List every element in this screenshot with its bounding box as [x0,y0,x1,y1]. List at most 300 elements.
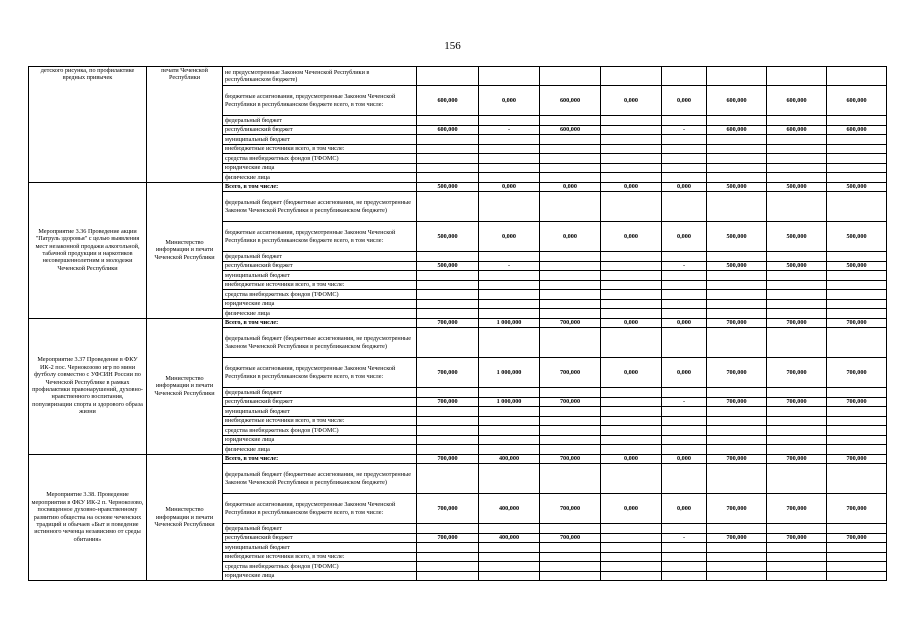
amount-cell [417,524,479,534]
amount-cell [662,435,707,445]
amount-cell: - [662,397,707,407]
amount-cell: 0,000 [662,182,707,192]
amount-cell [707,252,767,262]
amount-cell [417,464,479,494]
amount-cell [479,144,540,154]
amount-cell [601,154,662,164]
amount-cell: 500,000 [417,261,479,271]
amount-cell: 700,000 [767,318,827,328]
amount-cell [601,328,662,358]
amount-cell [479,407,540,417]
amount-cell [707,524,767,534]
amount-cell [707,173,767,183]
amount-cell: 700,000 [827,494,887,524]
amount-cell: 700,000 [417,494,479,524]
amount-cell [827,309,887,319]
funding-source-cell: не предусмотренные Законом Чеченской Республики в республиканском бюджете) [223,67,417,86]
amount-cell [479,309,540,319]
amount-cell [827,524,887,534]
event-cell: Мероприятие 3.37 Проведение в ФКУ ИК-2 пос. Чернокозово игр по мини футболу совместно с УФСИН России по Чеченской Республике в рамках профилактики правонарушений, духовно-нравственного воспитания, популяризации спорта и здорового образа жизни [29,318,147,454]
amount-cell: 1 000,000 [479,358,540,388]
amount-cell [707,445,767,455]
amount-cell: 600,000 [540,86,601,116]
funding-source-cell: физические лица [223,173,417,183]
amount-cell [417,252,479,262]
amount-cell: 500,000 [707,222,767,252]
amount-cell [417,543,479,553]
amount-cell [601,435,662,445]
amount-cell [767,435,827,445]
amount-cell [417,163,479,173]
funding-source-cell: средства внебюджетных фондов (ТФОМС) [223,426,417,436]
amount-cell [540,464,601,494]
amount-cell [767,290,827,300]
funding-source-cell: республиканский бюджет [223,261,417,271]
amount-cell [827,416,887,426]
funding-source-cell: средства внебюджетных фондов (ТФОМС) [223,154,417,164]
amount-cell [827,426,887,436]
amount-cell [707,192,767,222]
amount-cell [827,290,887,300]
amount-cell [707,271,767,281]
amount-cell [479,116,540,126]
funding-source-cell: федеральный бюджет (бюджетные ассигнования, не предусмотренные Законом Чеченской Республики в республиканском бюджете) [223,192,417,222]
amount-cell [767,173,827,183]
funding-source-cell: юридические лица [223,163,417,173]
funding-source-cell: федеральный бюджет (бюджетные ассигнования, не предусмотренные Законом Чеченской Республики в республиканском бюджете) [223,328,417,358]
amount-cell [601,571,662,581]
amount-cell: 700,000 [540,397,601,407]
amount-cell [767,445,827,455]
amount-cell [601,261,662,271]
amount-cell [827,67,887,86]
amount-cell [662,416,707,426]
amount-cell [417,144,479,154]
amount-cell: 700,000 [540,318,601,328]
amount-cell [767,271,827,281]
amount-cell [417,280,479,290]
amount-cell [601,116,662,126]
amount-cell [767,280,827,290]
amount-cell [601,280,662,290]
amount-cell [601,135,662,145]
amount-cell [540,309,601,319]
amount-cell: 600,000 [767,86,827,116]
amount-cell: 600,000 [707,125,767,135]
budget-table-body [29,67,887,581]
amount-cell: 600,000 [827,86,887,116]
amount-cell: 0,000 [662,86,707,116]
amount-cell [707,435,767,445]
amount-cell [417,67,479,86]
amount-cell [417,290,479,300]
amount-cell: 500,000 [767,261,827,271]
amount-cell [601,397,662,407]
amount-cell [417,192,479,222]
amount-cell [601,67,662,86]
amount-cell [540,163,601,173]
amount-cell [540,562,601,572]
funding-source-cell: внебюджетные источники всего, в том числе: [223,280,417,290]
amount-cell [662,135,707,145]
amount-cell: 0,000 [601,494,662,524]
funding-source-cell: бюджетные ассигнования, предусмотренные Законом Чеченской Республики в республиканском бюджете всего, в том числе: [223,358,417,388]
amount-cell [601,533,662,543]
amount-cell [540,116,601,126]
amount-cell [662,252,707,262]
amount-cell [707,426,767,436]
amount-cell: - [479,125,540,135]
amount-cell [417,271,479,281]
amount-cell: 0,000 [662,318,707,328]
amount-cell [479,173,540,183]
amount-cell [707,116,767,126]
funding-source-cell: средства внебюджетных фондов (ТФОМС) [223,290,417,300]
event-cell: Мероприятие 3.36 Проведение акции "Патруль здоровья" с целью выявления мест незаконной продажи алкогольной, табачной продукции и наркотиков несовершеннолетним и молодежи Чеченской Республики [29,182,147,318]
table-row [29,318,887,328]
amount-cell: 700,000 [707,358,767,388]
funding-source-cell: республиканский бюджет [223,125,417,135]
amount-cell [540,552,601,562]
executor-cell: Министерство информации и печати Чеченской Республики [147,454,223,581]
amount-cell: 0,000 [601,358,662,388]
amount-cell: 700,000 [767,494,827,524]
amount-cell: 500,000 [707,261,767,271]
amount-cell [479,435,540,445]
amount-cell: 1 000,000 [479,397,540,407]
funding-source-cell: Всего, в том числе: [223,182,417,192]
amount-cell [417,116,479,126]
amount-cell [767,67,827,86]
executor-cell: Министерство информации и печати Чеченской Республики [147,182,223,318]
amount-cell [417,154,479,164]
amount-cell [479,388,540,398]
amount-cell [417,407,479,417]
funding-source-cell: муниципальный бюджет [223,135,417,145]
amount-cell [601,192,662,222]
amount-cell [827,252,887,262]
amount-cell [827,464,887,494]
amount-cell [540,192,601,222]
amount-cell [417,388,479,398]
amount-cell [540,144,601,154]
amount-cell [767,328,827,358]
amount-cell [479,154,540,164]
amount-cell [601,299,662,309]
amount-cell [767,116,827,126]
amount-cell [827,407,887,417]
amount-cell [707,299,767,309]
amount-cell [662,144,707,154]
amount-cell: 700,000 [417,397,479,407]
funding-source-cell: федеральный бюджет [223,116,417,126]
funding-source-cell: юридические лица [223,299,417,309]
funding-source-cell: бюджетные ассигнования, предусмотренные Законом Чеченской Республики в республиканском бюджете всего, в том числе: [223,494,417,524]
amount-cell [479,280,540,290]
amount-cell: 400,000 [479,454,540,464]
amount-cell [479,445,540,455]
amount-cell [540,280,601,290]
amount-cell: - [479,261,540,271]
executor-cell: Министерство информации и печати Чеченской Республики [147,318,223,454]
amount-cell [601,163,662,173]
amount-cell: 600,000 [707,86,767,116]
amount-cell: 700,000 [767,397,827,407]
amount-cell [601,125,662,135]
amount-cell [417,445,479,455]
amount-cell: 0,000 [479,222,540,252]
amount-cell [662,445,707,455]
amount-cell [479,524,540,534]
table-row [29,454,887,464]
amount-cell [662,192,707,222]
amount-cell: 0,000 [540,182,601,192]
amount-cell: 0,000 [479,182,540,192]
amount-cell [827,328,887,358]
amount-cell [767,388,827,398]
amount-cell [827,173,887,183]
amount-cell [707,328,767,358]
amount-cell [601,407,662,417]
amount-cell: 600,000 [827,125,887,135]
amount-cell: 700,000 [417,533,479,543]
amount-cell: 0,000 [601,318,662,328]
amount-cell [540,435,601,445]
amount-cell [767,552,827,562]
amount-cell [417,416,479,426]
amount-cell: 700,000 [827,397,887,407]
amount-cell [417,562,479,572]
amount-cell [601,426,662,436]
amount-cell: 0,000 [662,454,707,464]
executor-cell: печати Чеченской Республики [147,67,223,183]
amount-cell [767,154,827,164]
funding-source-cell: Всего, в том числе: [223,454,417,464]
amount-cell [479,192,540,222]
amount-cell: 600,000 [540,125,601,135]
amount-cell [767,407,827,417]
amount-cell [662,571,707,581]
amount-cell: - [662,125,707,135]
amount-cell [707,154,767,164]
amount-cell [767,562,827,572]
amount-cell: 700,000 [767,358,827,388]
amount-cell [662,116,707,126]
amount-cell [479,290,540,300]
amount-cell [662,67,707,86]
amount-cell [827,192,887,222]
amount-cell: 700,000 [707,494,767,524]
amount-cell: 500,000 [767,182,827,192]
funding-source-cell: внебюджетные источники всего, в том числе: [223,552,417,562]
amount-cell: 700,000 [827,358,887,388]
funding-source-cell: федеральный бюджет [223,388,417,398]
amount-cell: 0,000 [601,454,662,464]
amount-cell [479,67,540,86]
amount-cell: 700,000 [540,494,601,524]
amount-cell [767,524,827,534]
amount-cell [827,280,887,290]
amount-cell: 700,000 [417,358,479,388]
amount-cell [662,407,707,417]
amount-cell [662,173,707,183]
amount-cell: 500,000 [767,222,827,252]
amount-cell [827,144,887,154]
amount-cell [417,426,479,436]
amount-cell: 700,000 [707,318,767,328]
amount-cell [540,426,601,436]
amount-cell [662,299,707,309]
funding-source-cell: муниципальный бюджет [223,407,417,417]
funding-source-cell: физические лица [223,309,417,319]
amount-cell [707,290,767,300]
amount-cell [662,552,707,562]
table-row [29,182,887,192]
amount-cell: 600,000 [417,86,479,116]
amount-cell: 700,000 [827,454,887,464]
amount-cell [601,252,662,262]
amount-cell [479,426,540,436]
amount-cell [827,163,887,173]
amount-cell [767,299,827,309]
amount-cell: 1 000,000 [479,318,540,328]
amount-cell: 0,000 [540,222,601,252]
amount-cell [827,135,887,145]
funding-source-cell: муниципальный бюджет [223,271,417,281]
amount-cell: 700,000 [767,533,827,543]
amount-cell [767,135,827,145]
amount-cell: 700,000 [417,318,479,328]
amount-cell: 0,000 [479,86,540,116]
amount-cell [707,562,767,572]
amount-cell: 600,000 [767,125,827,135]
amount-cell [662,426,707,436]
amount-cell [601,445,662,455]
amount-cell [662,543,707,553]
amount-cell [767,252,827,262]
amount-cell [827,154,887,164]
funding-source-cell: республиканский бюджет [223,397,417,407]
amount-cell [417,328,479,358]
amount-cell [417,552,479,562]
amount-cell [417,299,479,309]
amount-cell [479,163,540,173]
funding-source-cell: республиканский бюджет [223,533,417,543]
amount-cell [662,309,707,319]
amount-cell [540,261,601,271]
budget-table [28,66,887,581]
amount-cell [540,416,601,426]
amount-cell [662,163,707,173]
amount-cell [707,552,767,562]
amount-cell [601,388,662,398]
amount-cell [767,192,827,222]
funding-source-cell: бюджетные ассигнования, предусмотренные Законом Чеченской Республики в республиканском бюджете всего, в том числе: [223,222,417,252]
amount-cell [707,388,767,398]
funding-source-cell: Всего, в том числе: [223,318,417,328]
amount-cell [707,67,767,86]
amount-cell [707,135,767,145]
event-cell: детского рисунка, по профилактике вредных привычек [29,67,147,183]
amount-cell: 0,000 [601,86,662,116]
amount-cell [601,290,662,300]
amount-cell [479,299,540,309]
amount-cell [417,571,479,581]
amount-cell: 700,000 [707,397,767,407]
amount-cell [479,543,540,553]
amount-cell: 0,000 [601,222,662,252]
amount-cell [827,299,887,309]
funding-source-cell: юридические лица [223,571,417,581]
amount-cell: 500,000 [827,261,887,271]
amount-cell [707,163,767,173]
amount-cell [707,309,767,319]
amount-cell [767,426,827,436]
amount-cell [827,571,887,581]
amount-cell: 700,000 [540,358,601,388]
amount-cell [417,435,479,445]
amount-cell [767,543,827,553]
amount-cell [662,464,707,494]
amount-cell: 400,000 [479,494,540,524]
amount-cell [707,543,767,553]
amount-cell [417,173,479,183]
amount-cell [662,388,707,398]
amount-cell [827,388,887,398]
amount-cell [479,252,540,262]
amount-cell [601,464,662,494]
funding-source-cell: физические лица [223,445,417,455]
amount-cell [540,445,601,455]
amount-cell: 0,000 [662,358,707,388]
funding-source-cell: федеральный бюджет [223,252,417,262]
amount-cell [540,543,601,553]
amount-cell: 0,000 [662,494,707,524]
amount-cell [540,388,601,398]
amount-cell: 400,000 [479,533,540,543]
amount-cell [707,407,767,417]
amount-cell [827,271,887,281]
amount-cell [479,571,540,581]
funding-source-cell: средства внебюджетных фондов (ТФОМС) [223,562,417,572]
amount-cell [707,280,767,290]
amount-cell [827,435,887,445]
amount-cell: - [662,261,707,271]
amount-cell [767,464,827,494]
page-number: 156 [444,40,461,52]
funding-source-cell: внебюджетные источники всего, в том числе: [223,144,417,154]
amount-cell [479,552,540,562]
amount-cell: 700,000 [767,454,827,464]
amount-cell: 0,000 [601,182,662,192]
amount-cell: 500,000 [707,182,767,192]
amount-cell [540,407,601,417]
amount-cell [540,135,601,145]
amount-cell [601,552,662,562]
amount-cell [601,271,662,281]
amount-cell [540,154,601,164]
amount-cell [417,135,479,145]
amount-cell [662,271,707,281]
amount-cell [540,252,601,262]
amount-cell [767,571,827,581]
amount-cell [479,464,540,494]
amount-cell [662,328,707,358]
amount-cell: 500,000 [417,222,479,252]
amount-cell [601,144,662,154]
amount-cell [707,464,767,494]
amount-cell: 700,000 [827,318,887,328]
